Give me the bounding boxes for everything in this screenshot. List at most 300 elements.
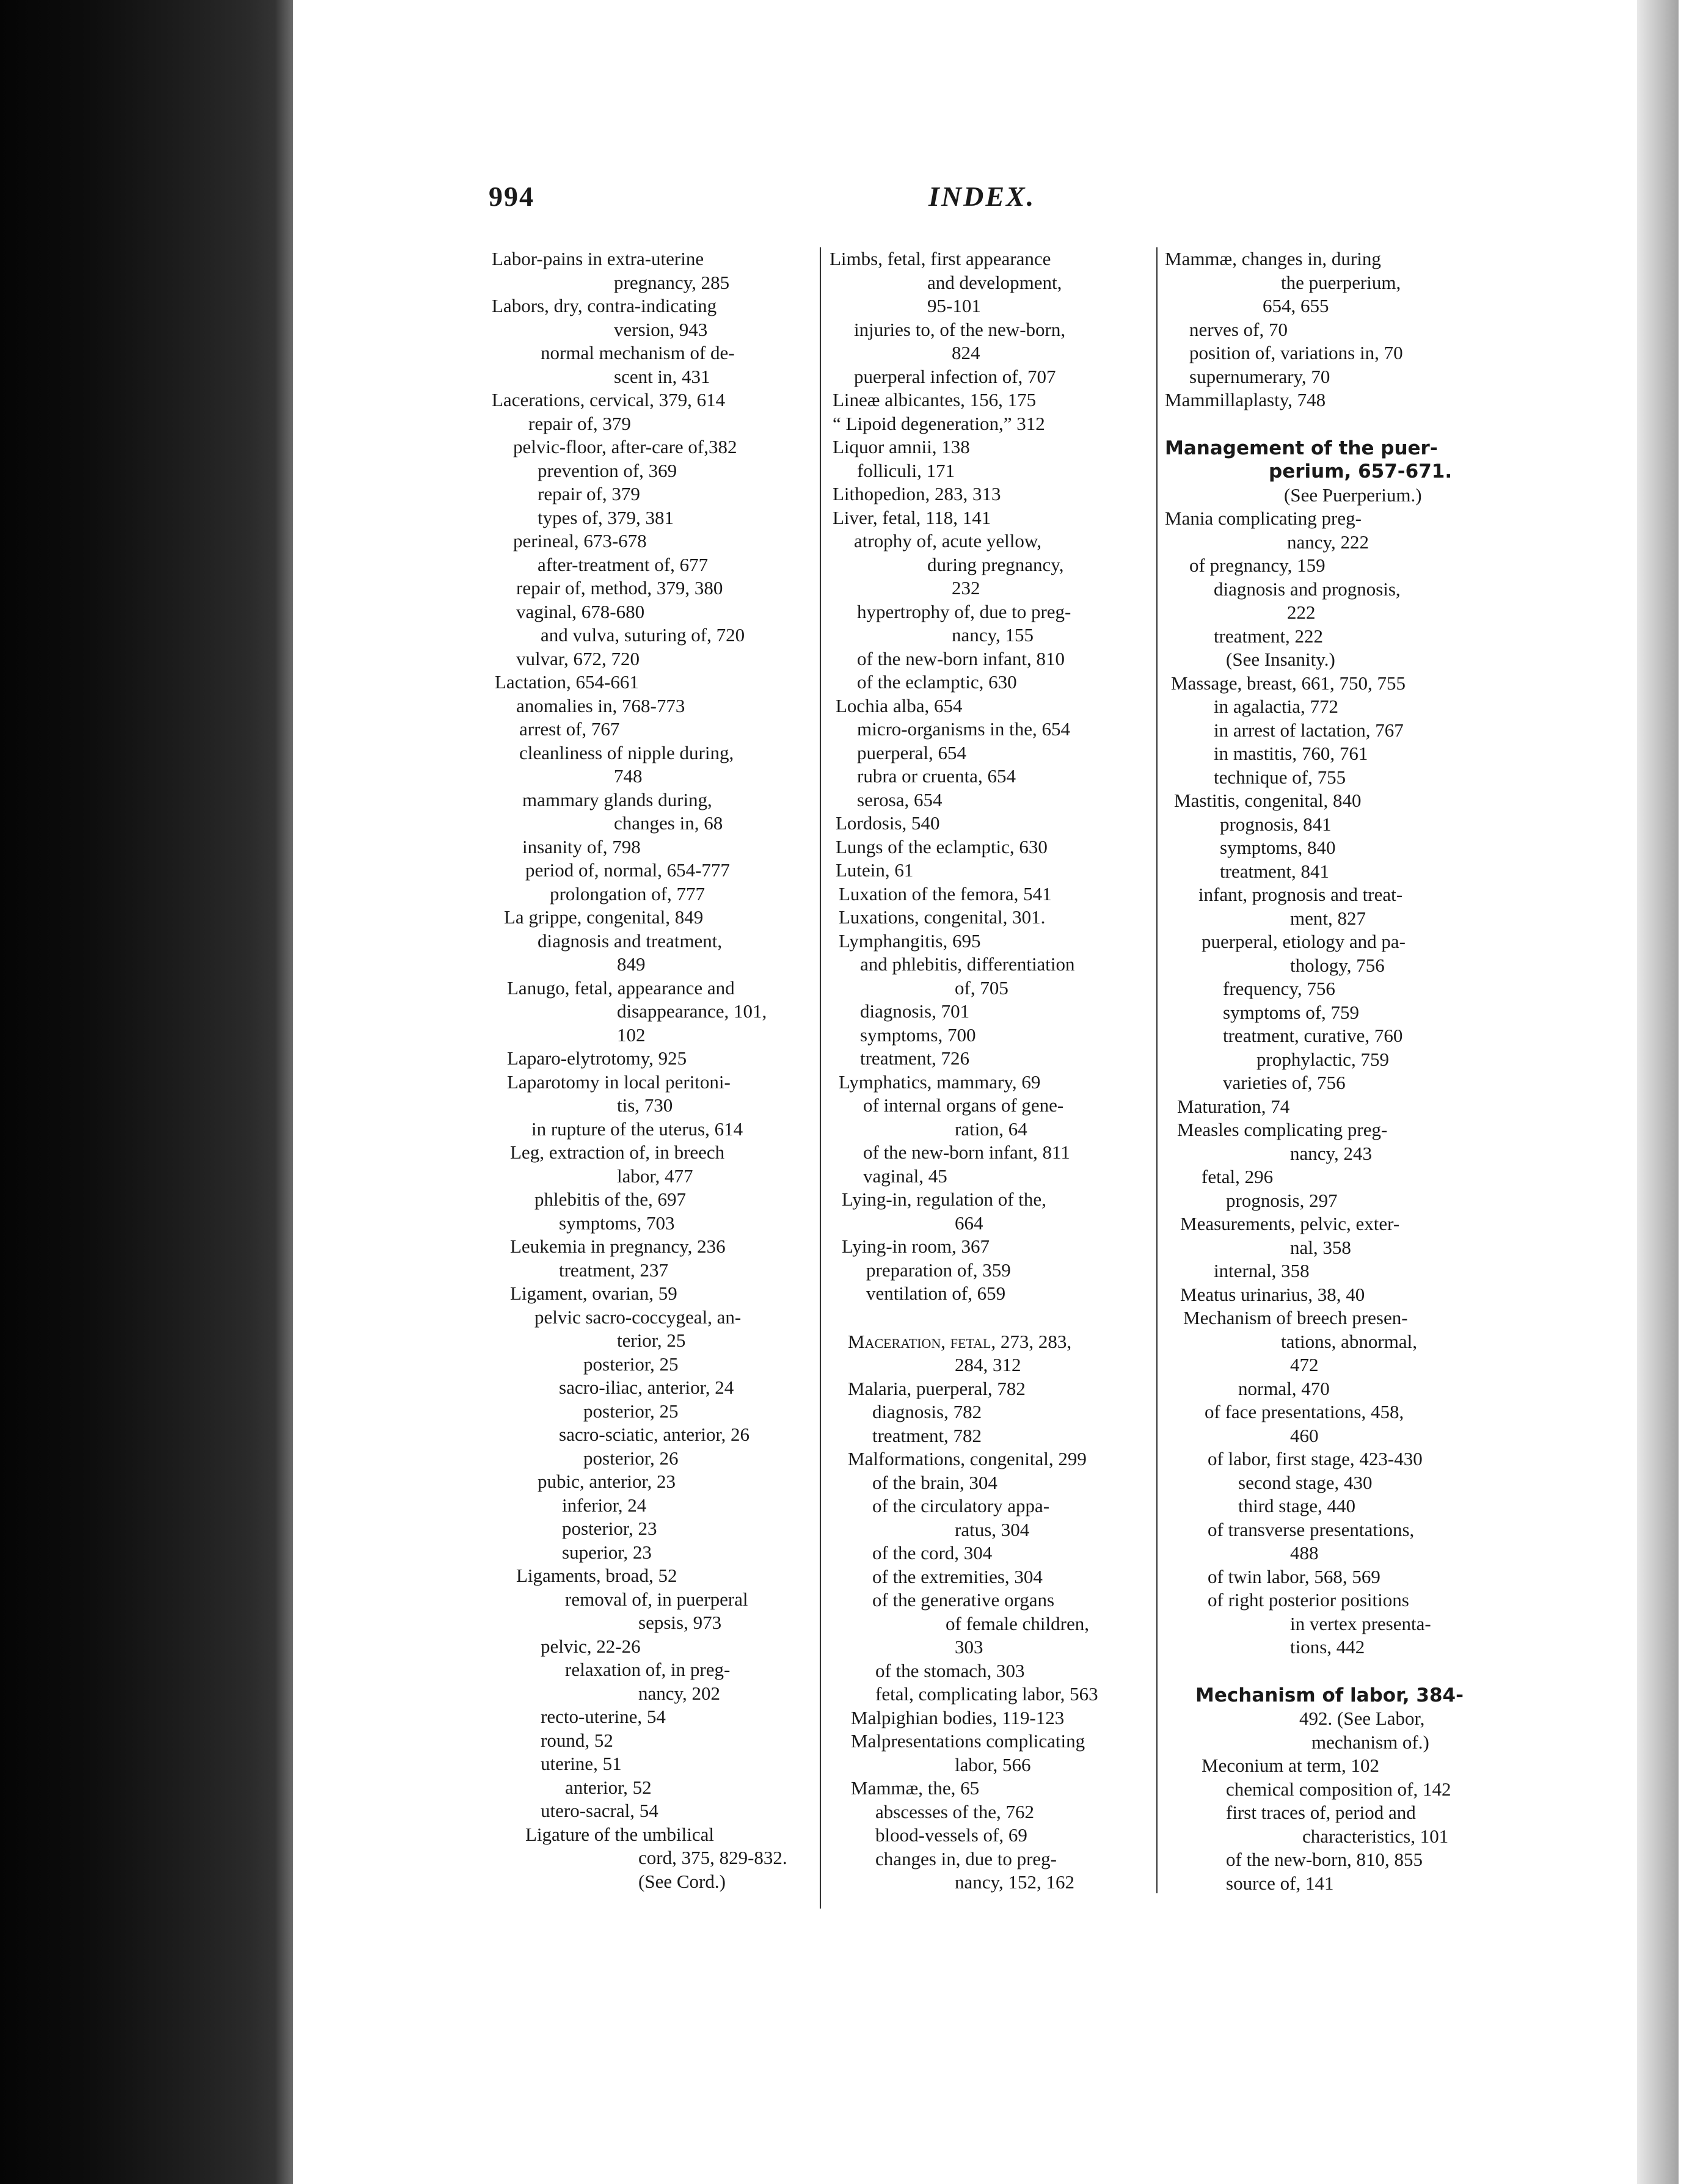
index-entry: [1165, 1001, 1507, 1025]
index-entry-continuation: mechanism of.): [1311, 1731, 1429, 1753]
index-entry-continuation: 824: [952, 342, 980, 363]
index-entry-heading: frequency, 756: [1223, 978, 1335, 999]
index-entry-heading: arrest of, 767: [519, 718, 620, 740]
index-entry-heading: symptoms, 700: [860, 1024, 976, 1046]
index-entry-heading: posterior, 25: [583, 1353, 679, 1375]
index-entry-heading: chemical composition of, 142: [1226, 1778, 1451, 1800]
index-entry-heading: injuries to, of the new-born,: [854, 318, 1066, 340]
index-entry: [1165, 883, 1507, 930]
index-entry: [1165, 1048, 1507, 1072]
index-entry: [830, 1542, 1172, 1565]
index-entry: [830, 1259, 1172, 1283]
index-entry: [1165, 554, 1507, 578]
index-entry-heading: prognosis, 297: [1226, 1189, 1338, 1211]
index-entry: [492, 1071, 834, 1118]
index-entry: [1165, 836, 1507, 860]
index-entry: [1165, 695, 1507, 719]
index-entry: [492, 247, 834, 294]
index-entry: [830, 1589, 1172, 1659]
index-entry-heading: (See Insanity.): [1226, 649, 1335, 670]
index-entry-heading: rubra or cruenta, 654: [857, 765, 1016, 787]
index-entry: [492, 906, 834, 930]
index-entry-continuation: of, 705: [955, 977, 1008, 999]
index-entry: [492, 1658, 834, 1705]
index-entry-heading: insanity of, 798: [522, 835, 641, 857]
index-entry-heading: puerperal, etiology and pa-: [1202, 931, 1406, 952]
index-entry-heading: puerperal, 654: [857, 741, 967, 763]
index-entry: [830, 883, 1172, 906]
index-entry: [830, 1000, 1172, 1024]
index-entry: [830, 1565, 1172, 1589]
index-entry-continuation: scent in, 431: [614, 365, 710, 387]
index-entry: [830, 1330, 1172, 1377]
index-entry: [1165, 789, 1507, 813]
index-entry: [1165, 813, 1507, 837]
index-entry: [492, 977, 834, 1047]
index-entry-continuation: ment, 827: [1290, 907, 1366, 929]
index-entry: [492, 859, 834, 883]
index-entry: [830, 765, 1172, 788]
index-entry-heading: Lochia alba, 654: [836, 694, 963, 716]
index-entry: [1165, 341, 1507, 365]
index-entry-heading: of pregnancy, 159: [1189, 555, 1326, 576]
index-entry-heading: posterior, 23: [562, 1518, 657, 1539]
index-entry-heading: source of, 141: [1226, 1872, 1334, 1894]
index-entry: [1165, 742, 1507, 766]
index-entry: [492, 1188, 834, 1212]
index-entry: [830, 953, 1172, 1000]
index-entry-heading: fetal, complicating labor, 563: [875, 1683, 1098, 1705]
index-entry-heading: of the new-born, 810, 855: [1226, 1849, 1423, 1870]
index-entry: [492, 1141, 834, 1188]
index-entry-heading: Measles complicating preg-: [1177, 1119, 1388, 1140]
index-entry: [830, 1447, 1172, 1471]
index-entry: [492, 412, 834, 436]
index-entry-heading: Limbs, fetal, first appearance: [830, 248, 1051, 269]
index-entry-continuation: 460: [1290, 1424, 1319, 1446]
index-entry: [830, 435, 1172, 459]
index-entry-continuation: 303: [955, 1636, 983, 1658]
index-entry-heading: of internal organs of gene-: [863, 1094, 1064, 1116]
index-entry: [1165, 719, 1507, 743]
running-head: INDEX.: [928, 181, 1036, 212]
index-entry: [830, 365, 1172, 389]
index-entry: [830, 1730, 1172, 1777]
index-entry-heading: Lying-in, regulation of the,: [842, 1188, 1046, 1210]
index-entry: [830, 1071, 1172, 1094]
index-entry-heading: vaginal, 678-680: [516, 600, 645, 622]
index-column-2: [830, 247, 1172, 1895]
index-entry: [492, 718, 834, 741]
index-entry: [1165, 1212, 1507, 1259]
index-entry: [492, 341, 834, 388]
index-entry-continuation: disappearance, 101,: [617, 1000, 767, 1022]
index-entry: [830, 1047, 1172, 1071]
index-entry-heading: Leukemia in pregnancy, 236: [510, 1236, 726, 1257]
index-entry: [492, 482, 834, 506]
index-entry-heading: repair of, 379: [538, 483, 640, 504]
index-entry-heading: “ Lipoid degeneration,” 312: [833, 412, 1045, 434]
index-entry-heading: Lacerations, cervical, 379, 614: [492, 389, 726, 410]
index-entry-continuation: nancy, 152, 162: [955, 1871, 1075, 1893]
index-entry-heading: Laparo-elytrotomy, 925: [507, 1047, 687, 1069]
index-entry-continuation: labor, 477: [617, 1165, 693, 1187]
index-entry: [1165, 1400, 1507, 1447]
index-entry-heading: recto-uterine, 54: [541, 1706, 666, 1727]
index-entry: [492, 1776, 834, 1800]
index-entry-heading: Lymphatics, mammary, 69: [839, 1071, 1041, 1093]
index-entry-continuation: (See Cord.): [638, 1870, 726, 1892]
index-entry-heading: of twin labor, 568, 569: [1208, 1565, 1380, 1587]
index-entry-heading: Laparotomy in local peritoni-: [507, 1071, 731, 1093]
index-entry-heading: Lying-in room, 367: [842, 1236, 990, 1257]
index-entry: [830, 1706, 1172, 1730]
index-entry-heading: round, 52: [541, 1729, 613, 1751]
index-entry: [492, 1470, 834, 1494]
index-entry: [1165, 930, 1507, 977]
index-entry-heading: prognosis, 841: [1220, 813, 1332, 835]
index-entry-heading: Malpresentations complicating: [851, 1730, 1085, 1752]
index-entry-heading: in mastitis, 760, 761: [1214, 743, 1368, 764]
index-entry: [830, 1824, 1172, 1847]
index-entry: [830, 1800, 1172, 1824]
index-entry-heading: phlebitis of the, 697: [534, 1188, 686, 1210]
index-entry-continuation: tations, abnormal,: [1281, 1330, 1417, 1352]
index-entry-continuation: 748: [614, 765, 643, 787]
index-entry-continuation: in vertex presenta-: [1290, 1612, 1431, 1634]
index-entry-heading: anomalies in, 768-773: [516, 694, 685, 716]
index-entry: [830, 1847, 1172, 1895]
index-entry-heading: uterine, 51: [541, 1753, 622, 1774]
index-entry-heading: pelvic sacro-coccygeal, an-: [534, 1306, 742, 1328]
index-entry: [492, 835, 834, 859]
index-entry-heading: normal mechanism of de-: [541, 342, 735, 363]
book-spine-shadow: [0, 0, 293, 2184]
index-entry: [492, 647, 834, 671]
index-entry: [830, 1282, 1172, 1306]
index-entry: [492, 1235, 834, 1259]
index-entry-heading: perineal, 673-678: [513, 530, 647, 551]
index-entry-heading: of the new-born infant, 811: [863, 1141, 1070, 1163]
index-entry: [830, 600, 1172, 647]
index-entry-heading: of transverse presentations,: [1208, 1518, 1415, 1540]
index-entry-heading: ventilation of, 659: [866, 1283, 1006, 1304]
index-entry: [830, 835, 1172, 859]
index-entry-heading: Management of the puer-: [1165, 437, 1438, 459]
index-entry-heading: diagnosis, 701: [860, 1000, 970, 1022]
index-entry-heading: Malpighian bodies, 119-123: [851, 1706, 1065, 1728]
index-entry-heading: preparation of, 359: [866, 1259, 1011, 1281]
index-entry-continuation: 849: [617, 953, 646, 975]
index-entry-heading: posterior, 26: [583, 1447, 679, 1469]
index-entry: [1165, 1494, 1507, 1518]
index-entry: [1165, 247, 1507, 318]
index-entry: [830, 388, 1172, 412]
index-entry-heading: Meatus urinarius, 38, 40: [1180, 1283, 1365, 1305]
index-entry: [830, 906, 1172, 930]
index-entry-heading: Measurements, pelvic, exter-: [1180, 1213, 1400, 1234]
index-entry-heading: varieties of, 756: [1223, 1072, 1346, 1093]
index-entry-continuation: tis, 730: [617, 1094, 673, 1116]
index-entry-heading: Ligament, ovarian, 59: [510, 1283, 677, 1304]
index-entry: [492, 553, 834, 577]
index-entry: [830, 1494, 1172, 1542]
index-entry: [1165, 578, 1507, 625]
index-entry-heading: Leg, extraction of, in breech: [510, 1141, 725, 1163]
index-entry-heading: prolongation of, 777: [550, 883, 705, 905]
index-entry-heading: internal, 358: [1214, 1260, 1310, 1281]
scan-margin: [1679, 0, 1703, 2184]
index-entry: [1165, 1071, 1507, 1095]
index-entry: [1165, 1283, 1507, 1307]
index-entry: [1165, 1189, 1507, 1213]
index-entry-continuation: 102: [617, 1024, 646, 1046]
index-entry: [1165, 1095, 1507, 1119]
index-entry: [1165, 1118, 1507, 1165]
index-entry: [1165, 1377, 1507, 1401]
index-entry-heading: changes in, due to preg-: [875, 1847, 1057, 1869]
index-entry-continuation: terior, 25: [617, 1330, 686, 1351]
index-entry: [492, 788, 834, 835]
index-entry-heading: serosa, 654: [857, 788, 943, 810]
index-entry: [492, 1729, 834, 1753]
index-entry-heading: posterior, 25: [583, 1400, 679, 1422]
index-entry-heading: diagnosis and prognosis,: [1214, 578, 1401, 600]
index-entry-heading: Mania complicating preg-: [1165, 508, 1362, 529]
index-entry-heading: pelvic, 22-26: [541, 1635, 641, 1657]
index-entry-heading: treatment, 841: [1220, 860, 1330, 882]
index-entry: [492, 883, 834, 906]
index-entry: [492, 1047, 834, 1071]
index-entry-heading: Malformations, congenital, 299: [848, 1448, 1087, 1469]
index-entry: [492, 1423, 834, 1447]
index-entry-heading: diagnosis, 782: [872, 1401, 982, 1422]
index-entry: [492, 1447, 834, 1471]
index-entry: [1165, 766, 1507, 790]
index-entry-heading: nerves of, 70: [1189, 318, 1288, 340]
index-entry: [830, 1659, 1172, 1683]
index-entry-continuation: and development,: [927, 271, 1062, 293]
index-entry: [1165, 1165, 1507, 1189]
index-entry: [830, 1188, 1172, 1235]
index-entry: [830, 247, 1172, 318]
index-entry-heading: Mammillaplasty, 748: [1165, 389, 1326, 410]
index-entry-heading: prevention of, 369: [538, 459, 677, 481]
index-entry-heading: fetal, 296: [1202, 1166, 1274, 1187]
index-entry-heading: of the circulatory appa-: [872, 1495, 1050, 1516]
index-entry-heading: of face presentations, 458,: [1205, 1401, 1404, 1422]
index-entry-continuation: nancy, 202: [638, 1682, 721, 1704]
index-entry-heading: Ligature of the umbilical: [525, 1823, 715, 1845]
index-entry-continuation: tions, 442: [1290, 1636, 1365, 1658]
index-entry-continuation: (See Puerperium.): [1284, 484, 1422, 506]
index-entry: [492, 1541, 834, 1565]
index-entry: [830, 1471, 1172, 1495]
index-entry-heading: treatment, 222: [1214, 625, 1324, 647]
index-entry-continuation: labor, 566: [955, 1753, 1031, 1775]
index-entry: [492, 1353, 834, 1377]
index-entry: [1165, 1024, 1507, 1048]
index-entry-heading: Lungs of the eclamptic, 630: [836, 835, 1048, 857]
index-entry-heading: symptoms of, 759: [1223, 1001, 1360, 1023]
index-entry-heading: Luxations, congenital, 301.: [839, 906, 1046, 928]
index-entry: [1165, 672, 1507, 696]
index-entry-heading: Maceration, fetal, 273, 283,: [848, 1330, 1072, 1352]
index-entry: [492, 930, 834, 977]
index-entry-heading: in agalactia, 772: [1214, 696, 1338, 717]
index-entry: [830, 1777, 1172, 1800]
index-entry-heading: after-treatment of, 677: [538, 553, 709, 575]
index-entry-heading: technique of, 755: [1214, 766, 1346, 788]
index-entry-heading: repair of, method, 379, 380: [516, 577, 723, 599]
index-entry-heading: cleanliness of nipple during,: [519, 741, 734, 763]
index-entry: [830, 482, 1172, 506]
index-entry-continuation: nal, 358: [1290, 1236, 1351, 1258]
index-entry-heading: second stage, 430: [1238, 1471, 1373, 1493]
index-entry-heading: Mechanism of breech presen-: [1183, 1307, 1408, 1328]
index-entry-heading: Malaria, puerperal, 782: [848, 1377, 1026, 1399]
index-entry-heading: Maturation, 74: [1177, 1095, 1290, 1117]
index-entry: [830, 1141, 1172, 1165]
index-entry-heading: folliculi, 171: [857, 459, 955, 481]
index-entry: [1165, 1259, 1507, 1283]
index-entry: [492, 1635, 834, 1659]
index-entry-heading: of the generative organs: [872, 1589, 1055, 1611]
index-entry-heading: sacro-iliac, anterior, 24: [559, 1377, 734, 1398]
index-entry-heading: removal of, in puerperal: [565, 1588, 748, 1610]
index-entry-heading: Labor-pains in extra-uterine: [492, 248, 704, 269]
index-entry-heading: symptoms, 840: [1220, 837, 1336, 858]
index-entry-heading: of the extremities, 304: [872, 1565, 1043, 1587]
index-entry-heading: vaginal, 45: [863, 1165, 947, 1187]
index-entry: [1165, 625, 1507, 649]
index-entry-heading: Massage, breast, 661, 750, 755: [1171, 672, 1406, 694]
index-entry: [1165, 437, 1507, 508]
index-entry-heading: normal, 470: [1238, 1377, 1330, 1399]
index-entry: [492, 624, 834, 647]
index-entry-continuation: 488: [1290, 1542, 1319, 1563]
index-entry: [1165, 860, 1507, 884]
index-entry: [830, 718, 1172, 741]
index-entry: [1165, 1565, 1507, 1589]
index-entry-heading: pubic, anterior, 23: [538, 1471, 676, 1492]
index-entry: [830, 412, 1172, 436]
index-entry: [1165, 1778, 1507, 1802]
index-entry-continuation: pregnancy, 285: [614, 271, 730, 293]
index-entry-continuation: the puerperium,: [1281, 271, 1401, 293]
index-entry: [830, 530, 1172, 600]
index-entry-heading: Mechanism of labor, 384-: [1195, 1684, 1464, 1706]
index-entry-heading: Mastitis, congenital, 840: [1174, 790, 1362, 811]
index-entry-continuation: cord, 375, 829-832.: [638, 1847, 787, 1868]
index-entry: [492, 577, 834, 600]
index-entry-continuation: sepsis, 973: [638, 1612, 722, 1633]
index-entry: [830, 1235, 1172, 1259]
index-entry-heading: superior, 23: [562, 1541, 652, 1563]
index-entry-heading: La grippe, congenital, 849: [504, 906, 704, 928]
index-entry-heading: treatment, 726: [860, 1047, 970, 1069]
index-entry-heading: supernumerary, 70: [1189, 365, 1330, 387]
index-entry: [492, 1306, 834, 1353]
index-entry: [492, 1799, 834, 1823]
index-entry: [492, 1705, 834, 1729]
index-entry-continuation: nancy, 222: [1287, 531, 1369, 553]
index-entry: [1165, 1447, 1507, 1471]
index-entry-heading: Lineæ albicantes, 156, 175: [833, 389, 1037, 410]
index-entry: [830, 1165, 1172, 1188]
index-entry-continuation: 472: [1290, 1354, 1319, 1375]
index-entry-heading: Liver, fetal, 118, 141: [833, 506, 991, 528]
index-entry: [830, 459, 1172, 483]
index-entry-heading: Lanugo, fetal, appearance and: [507, 977, 735, 999]
index-column-1: [492, 247, 834, 1893]
page-number: 994: [489, 181, 534, 212]
index-entry-continuation: ration, 64: [955, 1118, 1027, 1140]
index-entry-heading: of labor, first stage, 423-430: [1208, 1448, 1423, 1469]
index-entry-heading: atrophy of, acute yellow,: [854, 530, 1042, 551]
index-entry-continuation: nancy, 155: [952, 624, 1034, 646]
index-entry-heading: repair of, 379: [528, 412, 631, 434]
index-entry: [492, 741, 834, 788]
index-entry-heading: vulvar, 672, 720: [516, 647, 640, 669]
index-entry: [830, 318, 1172, 365]
index-entry: [1165, 1801, 1507, 1848]
index-entry: [492, 1494, 834, 1518]
index-entry-continuation: thology, 756: [1290, 954, 1385, 976]
index-entry: [830, 741, 1172, 765]
index-entry-heading: of the new-born infant, 810: [857, 647, 1065, 669]
index-entry: [492, 1376, 834, 1400]
index-entry: [830, 1683, 1172, 1706]
index-entry-continuation: changes in, 68: [614, 812, 723, 834]
index-entry-heading: puerperal infection of, 707: [854, 365, 1056, 387]
index-entry: [492, 1400, 834, 1424]
index-entry: [830, 812, 1172, 835]
index-entry: [1165, 388, 1507, 412]
index-entry-heading: pelvic-floor, after-care of,382: [513, 436, 737, 457]
index-entry-heading: of right posterior positions: [1208, 1589, 1409, 1611]
index-entry: [492, 1118, 834, 1141]
index-entry-continuation: 222: [1287, 602, 1316, 623]
index-entry: [492, 435, 834, 459]
index-entry-heading: Labors, dry, contra-indicating: [492, 295, 717, 316]
index-entry: [830, 647, 1172, 671]
index-entry: [1165, 1848, 1507, 1872]
index-entry-heading: micro-organisms in the, 654: [857, 718, 1070, 740]
index-entry: [492, 1259, 834, 1283]
index-entry: [1165, 648, 1507, 672]
index-entry-heading: hypertrophy of, due to preg-: [857, 600, 1071, 622]
index-entry-heading: of the eclamptic, 630: [857, 671, 1017, 693]
index-entry-heading: anterior, 52: [565, 1776, 652, 1798]
index-entry: [1165, 318, 1507, 342]
index-entry: [492, 1564, 834, 1588]
index-entry: [830, 694, 1172, 718]
index-entry: [830, 859, 1172, 883]
index-entry: [492, 694, 834, 718]
index-entry: [1165, 507, 1507, 554]
index-entry: [830, 1424, 1172, 1448]
index-entry: [492, 1282, 834, 1306]
index-entry-heading: Mammæ, changes in, during: [1165, 248, 1381, 269]
index-entry-continuation: 95-101: [927, 295, 981, 316]
index-entry: [1165, 1471, 1507, 1495]
index-entry: [1165, 1684, 1507, 1755]
index-entry: [1165, 1872, 1507, 1896]
index-entry-heading: in rupture of the uterus, 614: [531, 1118, 743, 1140]
index-entry-heading: in arrest of lactation, 767: [1214, 719, 1404, 741]
index-entry-continuation: nancy, 243: [1290, 1142, 1373, 1164]
